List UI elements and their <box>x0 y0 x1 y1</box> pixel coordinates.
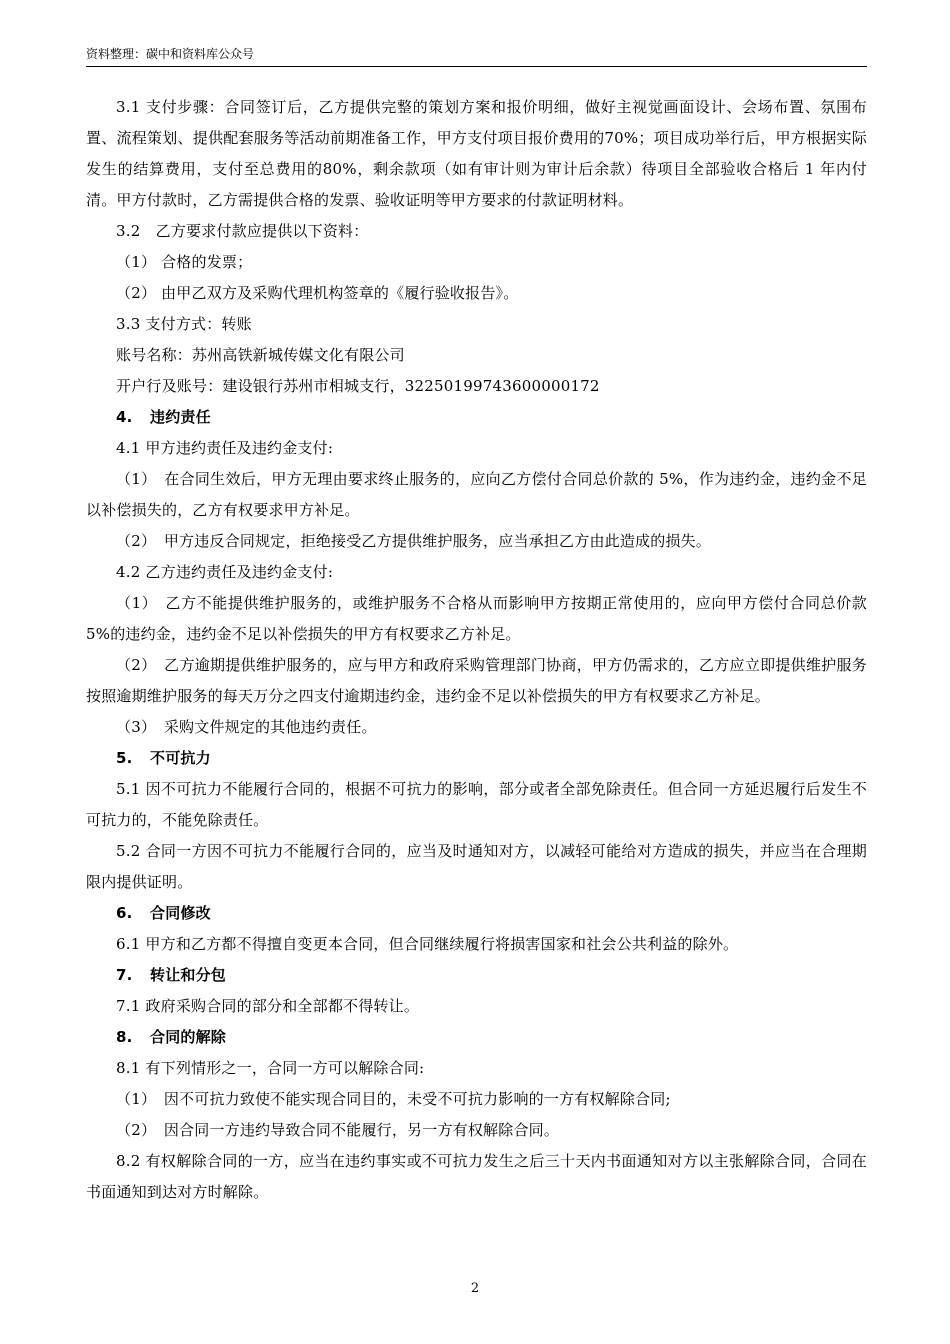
clause-3-2-item-1: （1） 合格的发票； <box>116 253 253 271</box>
section-4-title: 违约责任 <box>150 408 211 426</box>
clause-6-1: 6.1 甲方和乙方都不得擅自变更本合同，但合同继续履行将损害国家和社会公共利益的除外。 <box>116 935 739 953</box>
page-number: 2 <box>470 1281 480 1296</box>
clause-8-2: 8.2 有权解除合同的一方，应当在违约事实或不可抗力发生之后三十天内书面通知对方以主张解除合同，合同在书面通知到达对方时解除。 <box>86 1152 867 1201</box>
section-6-number: 6. <box>116 904 133 922</box>
account-name: 账号名称：苏州高铁新城传媒文化有限公司 <box>116 346 405 364</box>
section-4-number: 4. <box>116 408 133 426</box>
section-5-number: 5. <box>116 749 133 767</box>
clause-4-2-item-2: （2） 乙方逾期提供维护服务的，应与甲方和政府采购管理部门协商，甲方仍需求的，乙方应立即提供维护服务按照逾期维护服务的每天万分之四支付逾期违约金，违约金不足以补偿损失的甲方有权要求乙方补足。 <box>86 656 867 705</box>
clause-8-1-item-2: （2） 因合同一方违约导致合同不能履行，另一方有权解除合同。 <box>116 1121 560 1139</box>
section-7-title: 转让和分包 <box>150 966 227 984</box>
clause-3-2: 3.2 乙方要求付款应提供以下资料： <box>116 222 369 240</box>
clause-4-2-item-1: （1） 乙方不能提供维护服务的，或维护服务不合格从而影响甲方按期正常使用的，应向甲方偿付合同总价款 5%的违约金，违约金不足以补偿损失的甲方有权要求乙方补足。 <box>86 594 867 643</box>
section-5-heading <box>86 743 867 774</box>
section-5-title: 不可抗力 <box>150 749 211 767</box>
clause-8-1-item-1: （1） 因不可抗力致使不能实现合同目的，未受不可抗力影响的一方有权解除合同; <box>116 1090 671 1108</box>
clause-3-3: 3.3 支付方式：转账 <box>116 315 252 333</box>
section-6-heading <box>86 898 867 929</box>
document-body <box>86 92 867 1208</box>
clause-5-1: 5.1 因不可抗力不能履行合同的，根据不可抗力的影响，部分或者全部免除责任。但合同一方延迟履行后发生不可抗力的，不能免除责任。 <box>86 780 867 829</box>
section-7-heading <box>86 960 867 991</box>
clause-3-1: 3.1 支付步骤：合同签订后，乙方提供完整的策划方案和报价明细，做好主视觉画面设计、会场布置、氛围布置、流程策划、提供配套服务等活动前期准备工作，甲方支付项目报价费用的70%；项目成功举行后，甲方根据实际发生的结算费用，支付至总费用的80%，剩余款项（如有审计则为审计后余款）待项目全部验收合格后 1 年内付清。甲方付款时，乙方需提供合格的发票、验收证明等甲方要求的付款证明材料。 <box>86 98 867 209</box>
section-7-number: 7. <box>116 966 133 984</box>
bank-account: 开户行及账号：建设银行苏州市相城支行，32250199743600000172 <box>116 377 600 395</box>
page-header: 资料整理：碳中和资料库公众号 <box>86 47 255 61</box>
clause-3-2-item-2: （2） 由甲乙双方及采购代理机构签章的《履行验收报告》。 <box>116 284 519 302</box>
clause-4-1: 4.1 甲方违约责任及违约金支付: <box>116 439 334 457</box>
header-divider <box>86 66 867 67</box>
clause-4-1-item-1: （1） 在合同生效后，甲方无理由要求终止服务的，应向乙方偿付合同总价款的 5%，作为违约金，违约金不足以补偿损失的，乙方有权要求甲方补足。 <box>86 470 867 519</box>
section-4-heading <box>86 402 867 433</box>
clause-7-1: 7.1 政府采购合同的部分和全部都不得转让。 <box>116 997 420 1015</box>
clause-8-1: 8.1 有下列情形之一，合同一方可以解除合同: <box>116 1059 425 1077</box>
clause-4-2: 4.2 乙方违约责任及违约金支付: <box>116 563 334 581</box>
section-8-title: 合同的解除 <box>150 1028 227 1046</box>
section-8-heading <box>86 1022 867 1053</box>
section-6-title: 合同修改 <box>150 904 211 922</box>
section-8-number: 8. <box>116 1028 133 1046</box>
clause-5-2: 5.2 合同一方因不可抗力不能履行合同的，应当及时通知对方，以减轻可能给对方造成的损失，并应当在合理期限内提供证明。 <box>86 842 867 891</box>
clause-4-1-item-2: （2） 甲方违反合同规定，拒绝接受乙方提供维护服务，应当承担乙方由此造成的损失。 <box>116 532 712 550</box>
clause-4-2-item-3: （3） 采购文件规定的其他违约责任。 <box>116 718 377 736</box>
